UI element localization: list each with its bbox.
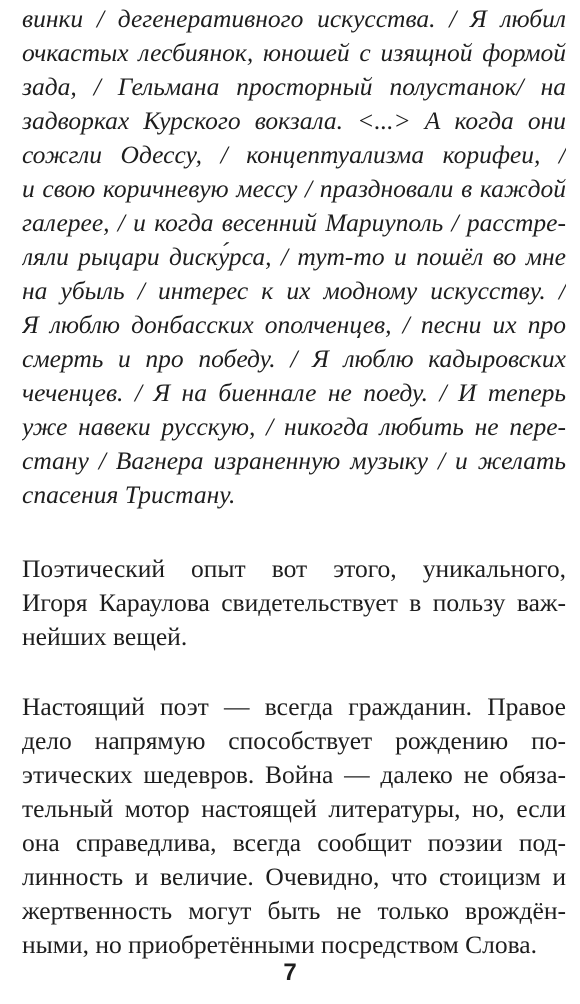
poem-line: зада, / Гельмана просторный полустанок/ на (22, 72, 566, 101)
poem-line: спасения Тристану. (22, 480, 236, 509)
poem-line: чеченцев. / Я на биеннале не поеду. / И теперь (22, 378, 566, 407)
paragraph-line: дело напрямую способствует рождению по- (22, 726, 566, 755)
paragraph-line: тельный мотор настоящей литературы, но, если (22, 794, 566, 823)
poem-line: смерть и про победу. / Я люблю кадыровских (22, 344, 566, 373)
paragraph-line: жертвенность могут быть не только врождён- (22, 896, 566, 925)
paragraph-line: этических шедевров. Война — далеко не обяза- (22, 760, 566, 789)
poem-line: ляли рыцари диску́рса, / тут-то и пошёл во мне (22, 242, 566, 271)
paragraph-line: Настоящий поэт — всегда гражданин. Правое (22, 692, 566, 721)
paragraph-line: она справедлива, всегда сообщит поэзии под- (22, 828, 566, 857)
poem-line: и свою коричневую мессу / праздновали в каждой (22, 174, 566, 203)
poem-line: Я люблю донбасских ополченцев, / песни их про (22, 310, 566, 339)
paragraph-line: линность и величие. Очевидно, что стоицизм и (22, 862, 566, 891)
poem-line: винки / дегенеративного искусства. / Я любил (22, 4, 566, 33)
paragraph-line: ными, но приобретёнными посредством Слова. (22, 930, 538, 959)
poem-line: уже навеки русскую, / никогда любить не пере- (22, 412, 566, 441)
page-number: 7 (283, 959, 297, 986)
poem-line: задворках Курского вокзала. <...> А когда они (22, 106, 566, 135)
poem-line: сожгли Одессу, / концептуализма корифеи, / (22, 140, 566, 169)
paragraph-line: нейших вещей. (22, 622, 188, 651)
poem-line: на убыль / интерес к их модному искусству. / (22, 276, 566, 305)
paragraph-line: Игоря Караулова свидетельствует в пользу важ- (22, 588, 566, 617)
poem-line: очкастых лесбиянок, юношей с изящной формой (22, 38, 566, 67)
paragraph-line: Поэтический опыт вот этого, уникального, (22, 554, 566, 583)
poem-line: галерее, / и когда весенний Мариуполь / расстре- (22, 208, 566, 237)
poem-line: стану / Вагнера израненную музыку / и желать (22, 446, 566, 475)
